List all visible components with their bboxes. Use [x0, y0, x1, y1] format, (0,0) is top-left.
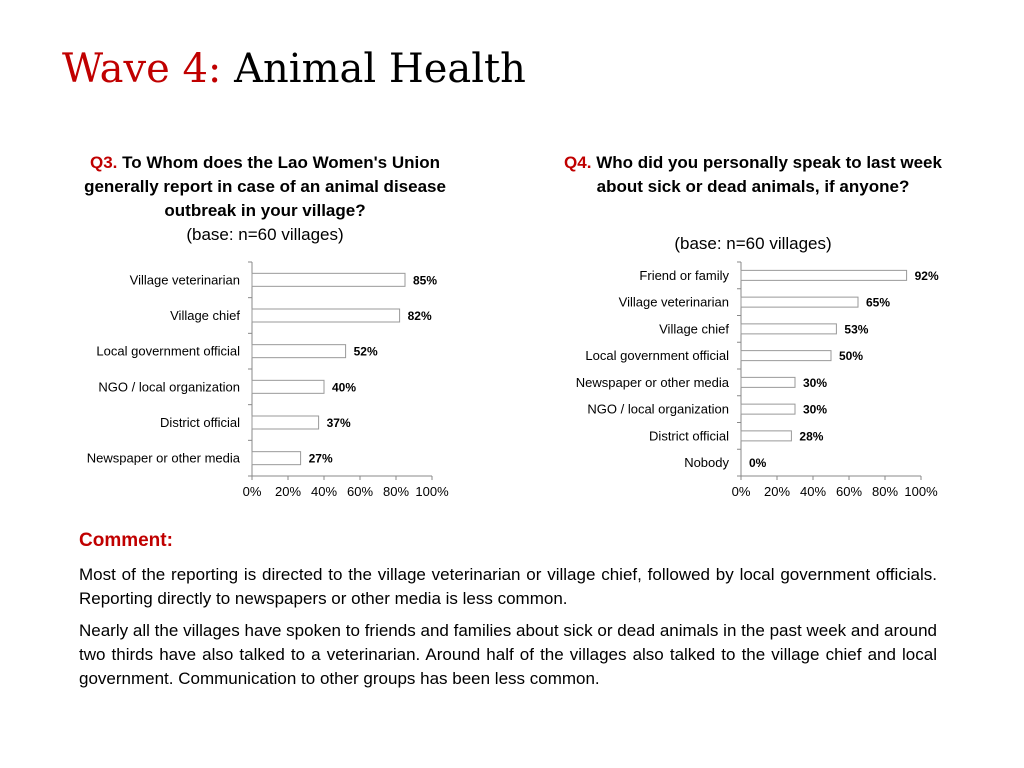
q4-value-label: 92%: [914, 268, 939, 283]
q3-number: Q3.: [89, 153, 118, 172]
title-main: Animal Health: [234, 46, 526, 92]
q4-category-label: Village chief: [659, 321, 729, 337]
q3-category-label: Village chief: [170, 308, 240, 323]
q4-bar: [741, 351, 831, 361]
q3-value-label: 82%: [407, 309, 432, 323]
q4-x-tick-label: 80%: [871, 484, 899, 499]
q3-category-label: Local government official: [96, 343, 240, 359]
q3-category-label: NGO / local organization: [98, 379, 240, 395]
q4-x-tick-label: 60%: [835, 484, 863, 499]
q4-value-label: 65%: [866, 295, 891, 310]
q4-category-label: Village veterinarian: [618, 294, 729, 310]
comment-heading: Comment:: [79, 530, 173, 551]
q4-category-label: NGO / local organization: [587, 401, 729, 417]
q4-bar: [741, 431, 791, 441]
q4-bar: [741, 270, 907, 280]
q4-x-tick-label: 100%: [904, 484, 938, 499]
q4-value-label: 30%: [803, 375, 828, 390]
q3-text: To Whom does the Lao Women's Union generally report in case of an animal disease outbreak in your village?: [84, 153, 446, 220]
title-prefix: Wave 4:: [62, 46, 222, 92]
q3-category-label: Newspaper or other media: [86, 450, 240, 466]
q4-x-tick-label: 40%: [799, 484, 827, 499]
q3-x-tick-label: 0%: [242, 484, 262, 499]
q3-x-tick-label: 60%: [346, 484, 374, 499]
q3-value-label: 40%: [332, 380, 357, 395]
q4-base: (base: n=60 villages): [674, 234, 832, 253]
q4-x-tick-label: 0%: [731, 484, 751, 499]
q4-bar: [741, 404, 795, 414]
q4-category-label: Friend or family: [639, 267, 729, 283]
q4-x-tick-label: 20%: [763, 484, 791, 499]
q4-number: Q4.: [564, 153, 592, 172]
q3-value-label: 37%: [326, 416, 351, 430]
q3-category-label: District official: [160, 415, 240, 430]
q4-bar: [741, 324, 836, 334]
q3-value-label: 27%: [308, 451, 333, 466]
q4-category-label: Nobody: [684, 455, 729, 471]
q3-value-label: 52%: [353, 344, 378, 359]
q4-category-label: Newspaper or other media: [575, 374, 729, 390]
comment-paragraph-1: Most of the reporting is directed to the village veterinarian or village chief, followed by local government officials. Reporting directly to newspapers or other media is less common.: [79, 565, 937, 608]
q4-value-label: 0%: [749, 456, 767, 471]
q4-value-label: 53%: [844, 322, 869, 337]
comment-paragraph-2: Nearly all the villages have spoken to friends and families about sick or dead animals in the past week and around two thirds have also talked to a veterinarian. Around half of the villages also talked to the village chief and local government. Communication to other groups has been less common.: [79, 621, 937, 688]
q3-x-tick-label: 100%: [415, 484, 449, 499]
q3-base: (base: n=60 villages): [186, 225, 344, 244]
q4-value-label: 50%: [839, 349, 864, 364]
q4-bar: [741, 377, 795, 387]
q4-text: Who did you personally speak to last week about sick or dead animals, if anyone?: [596, 153, 942, 196]
q4-value-label: 28%: [799, 429, 824, 444]
q3-x-tick-label: 80%: [382, 484, 410, 499]
q4-category-label: Local government official: [585, 348, 729, 364]
q3-category-label: Village veterinarian: [129, 272, 240, 288]
q4-value-label: 30%: [803, 402, 828, 417]
q4-bar: [741, 297, 858, 307]
q3-x-tick-label: 40%: [310, 484, 338, 499]
q3-x-tick-label: 20%: [274, 484, 302, 499]
q4-category-label: District official: [649, 428, 729, 444]
q3-value-label: 85%: [413, 273, 438, 288]
